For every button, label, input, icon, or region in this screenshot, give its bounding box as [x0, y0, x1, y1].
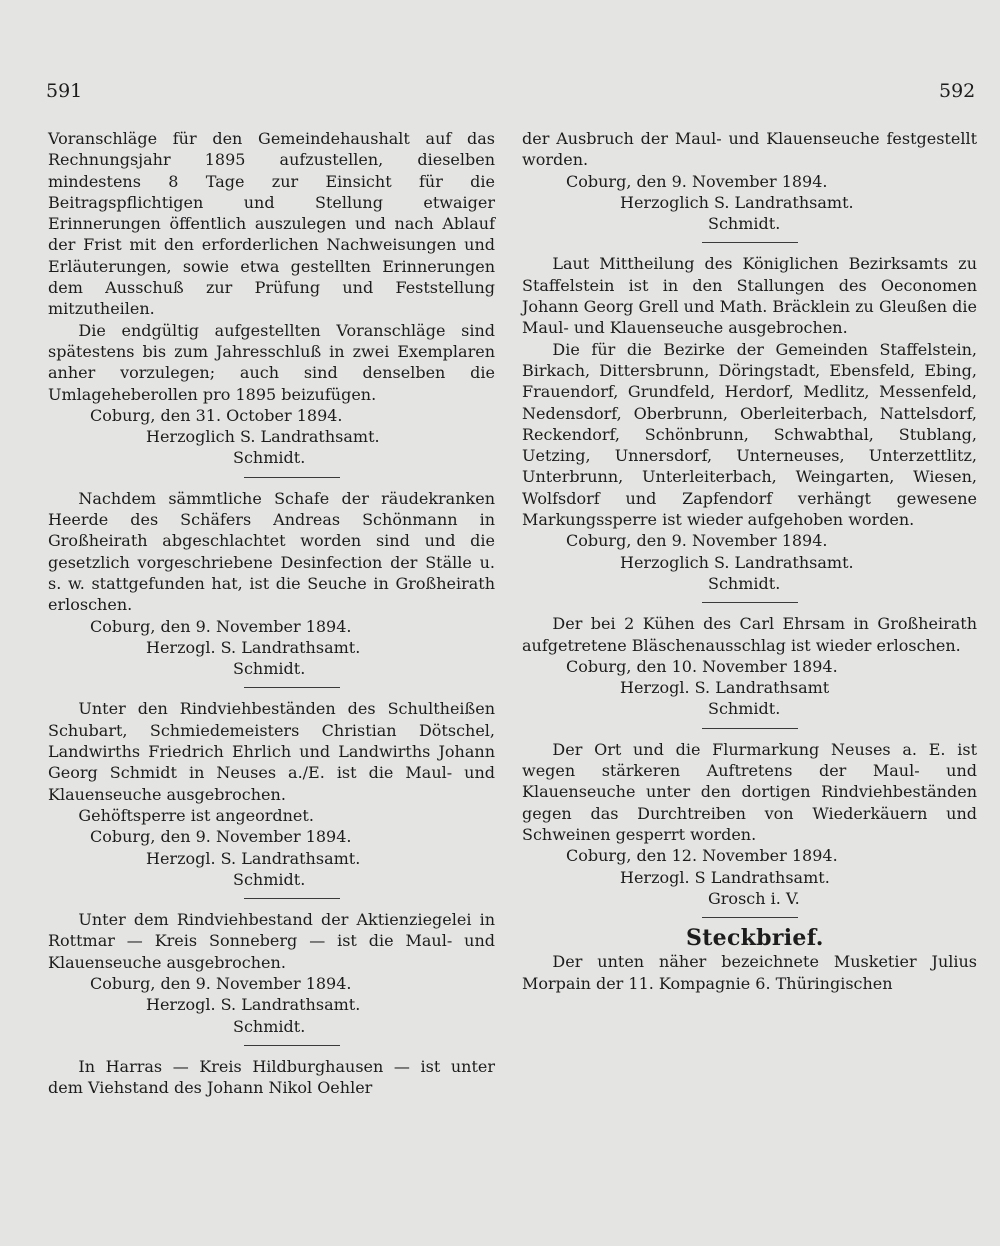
- signature-line: Grosch i. V.: [708, 888, 800, 908]
- section-divider: [244, 898, 340, 899]
- section-divider: [244, 687, 340, 688]
- authority-line: Herzogl. S. Landrathsamt: [620, 678, 830, 698]
- signature-line: Schmidt.: [233, 1016, 306, 1036]
- paragraph: Die für die Bezirke der Gemeinden Staffelstein, Birkach, Dittersbrunn, Döringstadt, Ebensfeld, Ebing, Frauendorf, Grundfeld, Herdorf, Medlitz, Messenfeld, Nedensdorf, Oberbrunn, Oberleiterbach, Nattelsdorf, Reckendorf, Schönbrunn, Schwabthal, Stublang, Uetzing, Unnersdorf, Unterneuses, Unterzettlitz, Unterbrunn, Unterleiterbach, Weingarten, Wiesen, Wolfsdorf und Zapfendorf verhängt gewesene Markungssperre ist wieder aufgehoben worden.: [522, 339, 977, 530]
- paragraph: der Ausbruch der Maul- und Klauenseuche festgestellt worden.: [522, 129, 977, 170]
- right-column: [522, 128, 977, 994]
- signature-line: Schmidt.: [708, 699, 781, 719]
- paragraph: Der bei 2 Kühen des Carl Ehrsam in Großheirath aufgetretene Bläschenausschlag ist wieder erloschen.: [522, 614, 977, 655]
- signature-line: Schmidt.: [233, 448, 306, 468]
- section-divider: [244, 1045, 340, 1046]
- page-number-left: 591: [46, 80, 83, 102]
- signature-line: Schmidt.: [708, 214, 781, 234]
- paragraph: Unter den Rindviehbeständen des Schultheißen Schubart, Schmiedemeisters Christian Dötschel, Landwirths Friedrich Ehrlich und Landwirths Johann Georg Schmidt in Neuses a./E. ist die Maul- und Klauenseuche ausgebrochen.: [48, 699, 495, 804]
- place-date-line: Coburg, den 12. November 1894.: [566, 846, 838, 866]
- paragraph: Voranschläge für den Gemeindehaushalt auf das Rechnungsjahr 1895 aufzustellen, dieselben mindestens 8 Tage zur Einsicht für die Beitragspflichtigen und Stellung etwaiger Erinnerungen öffentlich auszulegen und nach Ablauf der Frist mit den erforderlichen Nachweisungen und Erläuterungen, sowie etwa gestellten Erinnerungen dem Ausschuß zur Prüfung und Feststellung mitzutheilen.: [48, 129, 495, 319]
- place-date-line: Coburg, den 9. November 1894.: [90, 616, 352, 636]
- authority-line: Herzogl. S. Landrathsamt.: [146, 848, 361, 868]
- page-number-right: 592: [939, 80, 976, 102]
- paragraph: Unter dem Rindviehbestand der Aktienziegelei in Rottmar — Kreis Sonneberg — ist die Maul- und Klauenseuche ausgebrochen.: [48, 910, 495, 972]
- section-divider: [702, 242, 798, 243]
- paragraph: Gehöftsperre ist angeordnet.: [78, 805, 314, 825]
- section-divider: [702, 917, 798, 918]
- section-divider: [702, 728, 798, 729]
- paragraph: Laut Mittheilung des Königlichen Bezirksamts zu Staffelstein ist in den Stallungen des Oeconomen Johann Georg Grell und Math. Bräcklein zu Gleußen die Maul- und Klauenseuche ausgebrochen.: [522, 254, 977, 338]
- signature-line: Schmidt.: [708, 573, 781, 593]
- authority-line: Herzogl. S. Landrathsamt.: [146, 995, 361, 1015]
- section-divider: [244, 477, 340, 478]
- authority-line: Herzoglich S. Landrathsamt.: [620, 552, 854, 572]
- paragraph: Der unten näher bezeichnete Musketier Julius Morpain der 11. Kompagnie 6. Thüringischen: [522, 952, 977, 993]
- signature-line: Schmidt.: [233, 659, 306, 679]
- paragraph: Die endgültig aufgestellten Voranschläge sind spätestens bis zum Jahresschluß in zwei Exemplaren anher vorzulegen; auch sind denselben die Umlageheberollen pro 1895 beizufügen.: [48, 320, 495, 404]
- signature-line: Schmidt.: [233, 869, 306, 889]
- paragraph: Nachdem sämmtliche Schafe der räudekranken Heerde des Schäfers Andreas Schönmann in Großheirath abgeschlachtet worden sind und die gesetzlich vorgeschriebene Desinfection der Ställe u. s. w. stattgefunden hat, ist die Seuche in Großheirath erloschen.: [48, 488, 495, 615]
- place-date-line: Coburg, den 31. October 1894.: [90, 405, 343, 425]
- left-column: [48, 128, 495, 1098]
- paragraph: Der Ort und die Flurmarkung Neuses a. E. ist wegen stärkeren Auftretens der Maul- und Klauenseuche unter den dortigen Rindviehbeständen gegen das Durchtreiben von Wiederkäuern und Schweinen gesperrt worden.: [522, 739, 977, 844]
- authority-line: Herzoglich S. Landrathsamt.: [146, 427, 380, 447]
- place-date-line: Coburg, den 9. November 1894.: [566, 531, 828, 551]
- place-date-line: Coburg, den 9. November 1894.: [90, 973, 352, 993]
- place-date-line: Coburg, den 9. November 1894.: [90, 827, 352, 847]
- section-heading: Steckbrief.: [686, 925, 824, 952]
- section-divider: [702, 602, 798, 603]
- authority-line: Herzoglich S. Landrathsamt.: [620, 192, 854, 212]
- paragraph: In Harras — Kreis Hildburghausen — ist unter dem Viehstand des Johann Nikol Oehler: [48, 1056, 495, 1098]
- place-date-line: Coburg, den 9. November 1894.: [566, 171, 828, 191]
- authority-line: Herzogl. S Landrathsamt.: [620, 867, 830, 887]
- place-date-line: Coburg, den 10. November 1894.: [566, 656, 838, 676]
- authority-line: Herzogl. S. Landrathsamt.: [146, 637, 361, 657]
